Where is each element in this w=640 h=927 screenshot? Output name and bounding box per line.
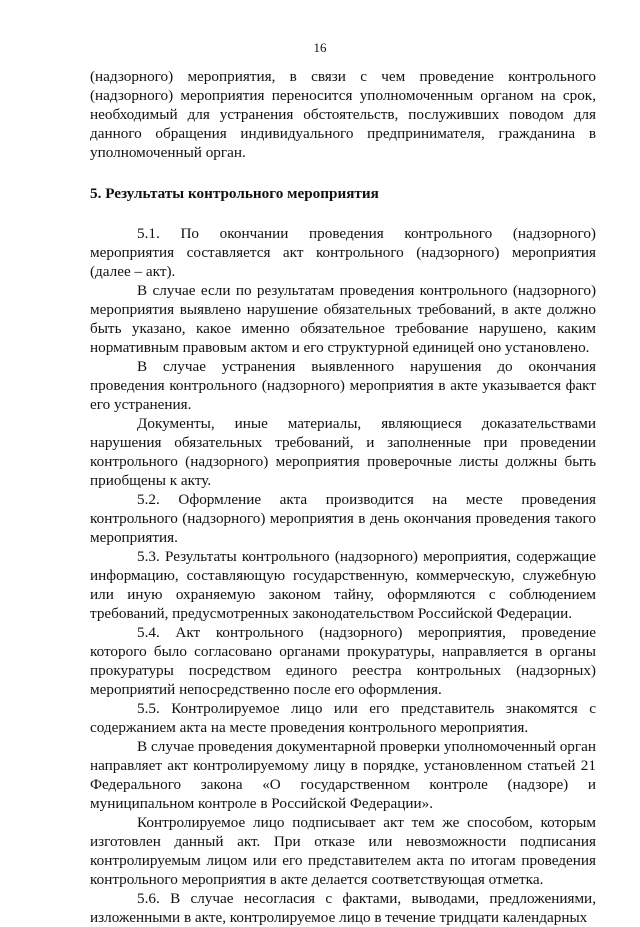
paragraph-evidence-documents: Документы, иные материалы, являющиеся доказательствами нарушения обязательных требований, и заполненные при проведении контрольного (надзорного) мероприятия проверочные листы должны быть приобщены к акту. xyxy=(90,415,596,489)
page-number: 16 xyxy=(313,40,327,55)
paragraph-violation-found: В случае если по результатам проведения контрольного (надзорного) мероприятия выявлено нарушение обязательных требований, в акте должно быть указано, какое именно обязательное требование нарушено, каким нормативным правовым актом и его структурной единицей оно установлено. xyxy=(90,282,596,356)
paragraph-signing: Контролируемое лицо подписывает акт тем же способом, которым изготовлен данный акт. При отказе или невозможности подписания контролируемым лицом или его представителем акта по итогам проведения контрольного мероприятия в акте делается соответствующая отметка. xyxy=(90,814,596,888)
paragraph-violation-eliminated: В случае устранения выявленного нарушения до окончания проведения контрольного (надзорного) мероприятия в акте указывается факт его устранения. xyxy=(90,358,596,413)
section-heading: 5. Результаты контрольного мероприятия xyxy=(90,185,379,202)
paragraph-5-5: 5.5. Контролируемое лицо или его представитель знакомятся с содержанием акта на месте проведения контрольного мероприятия. xyxy=(90,700,596,736)
intro-paragraph: (надзорного) мероприятия, в связи с чем проведение контрольного (надзорного) мероприятия переносится уполномоченным органом на срок, необходимый для устранения обстоятельств, послуживших поводом для данного обращения индивидуального предпринимателя, гражданина в уполномоченный орган. xyxy=(90,68,596,161)
paragraph-5-3: 5.3. Результаты контрольного (надзорного) мероприятия, содержащие информацию, составляющую государственную, коммерческую, служебную или иную охраняемую законом тайну, оформляются с соблюдением требований, предусмотренных законодательством Российской Федерации. xyxy=(90,548,596,622)
page-content xyxy=(90,67,596,927)
paragraph-documentary-check: В случае проведения документарной проверки уполномоченный орган направляет акт контролируемому лицу в порядке, установленном статьей 21 Федерального закона «О государственном контроле (надзоре) и муниципальном контроле в Российской Федерации». xyxy=(90,738,596,812)
paragraph-5-4: 5.4. Акт контрольного (надзорного) мероприятия, проведение которого было согласовано органами прокуратуры, направляется в органы прокуратуры посредством единого реестра контрольных (надзорных) мероприятий непосредственно после его оформления. xyxy=(90,624,596,698)
paragraph-5-1: 5.1. По окончании проведения контрольного (надзорного) мероприятия составляется акт контрольного (надзорного) мероприятия (далее – акт). xyxy=(90,225,596,280)
paragraph-5-6: 5.6. В случае несогласия с фактами, выводами, предложениями, изложенными в акте, контролируемое лицо в течение тридцати календарных xyxy=(90,890,596,926)
paragraph-5-2: 5.2. Оформление акта производится на месте проведения контрольного (надзорного) мероприятия в день окончания проведения такого мероприятия. xyxy=(90,491,596,546)
